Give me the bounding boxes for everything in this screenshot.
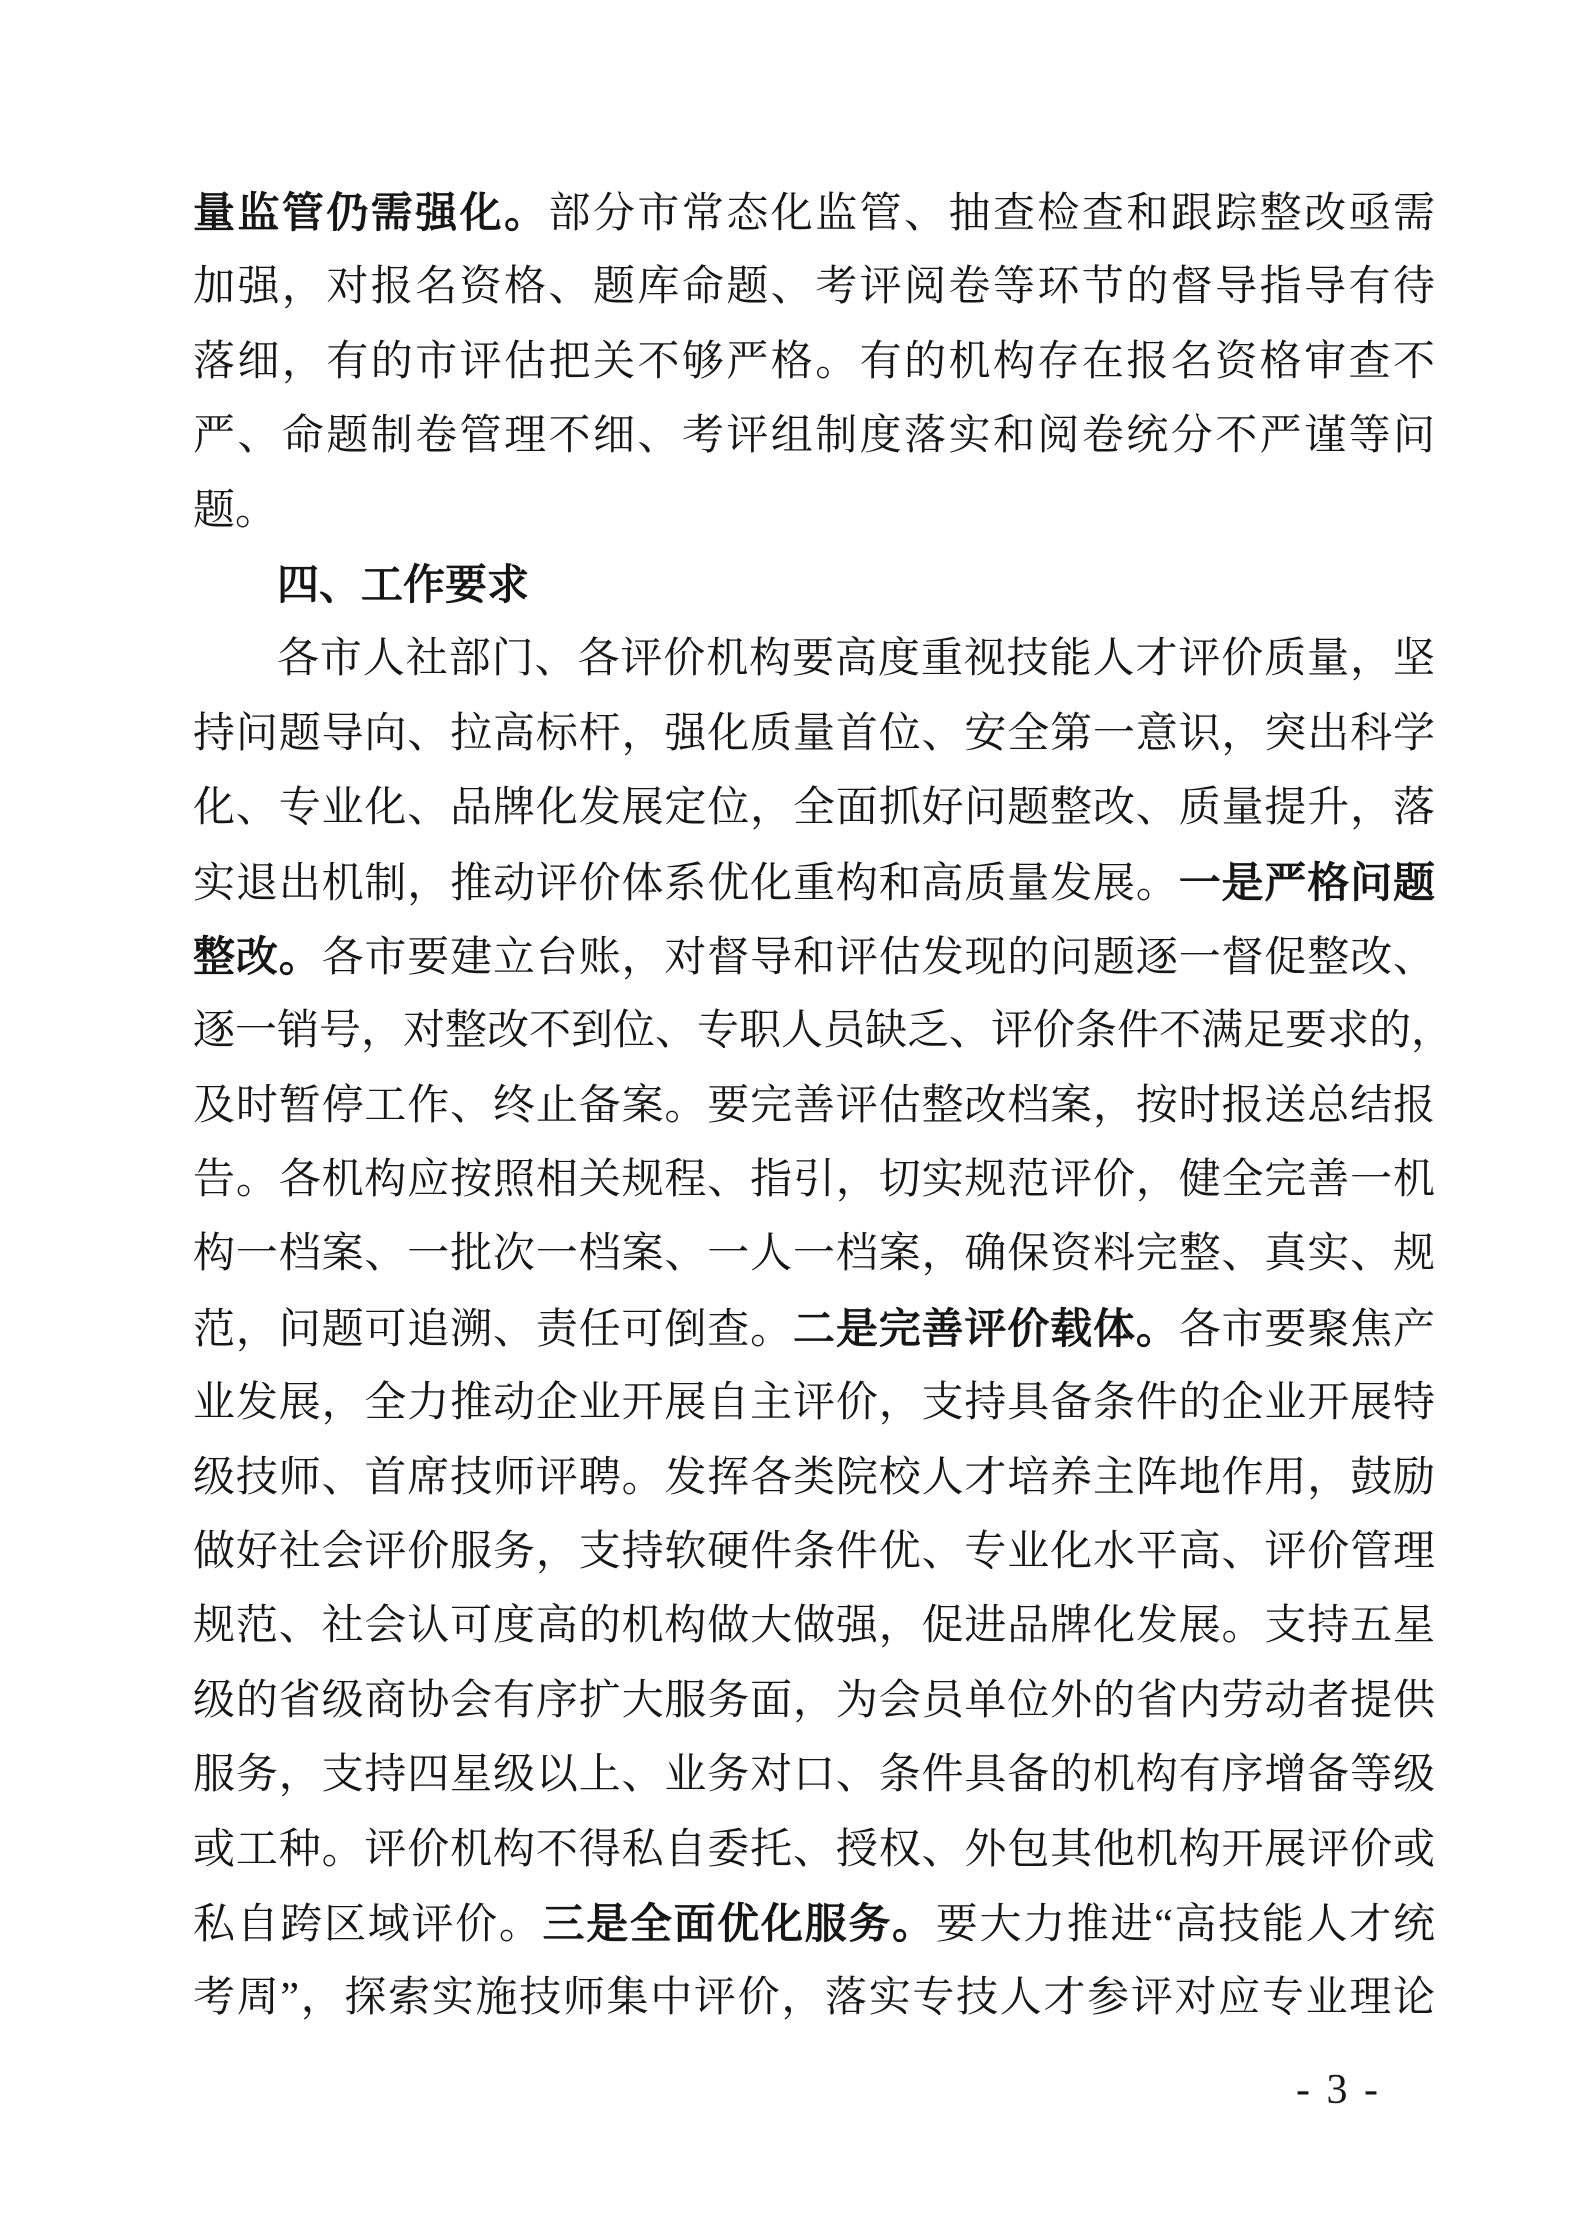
- text-line: [193, 697, 1435, 771]
- text-run: 各市要聚焦产: [1178, 1306, 1435, 1353]
- text-line: [193, 994, 1454, 1068]
- text-run: 考周”，探索实施技师集中评价，落实专技人才参评对应专业理论: [193, 1975, 1435, 2022]
- text-run: 部分市常态化监管、抽查检查和跟踪整改亟需: [548, 191, 1435, 237]
- text-line: [193, 1887, 1435, 1961]
- text-line: [193, 1292, 1435, 1366]
- bold-text-run: 二是完善评价载体。: [792, 1304, 1179, 1352]
- text-run: 级的省级商协会有序扩大服务面，为会员单位外的省内劳动者提供: [193, 1677, 1435, 1724]
- bold-text-run: 量监管仍需强化。: [193, 189, 549, 236]
- text-run: 题。: [193, 487, 278, 534]
- text-run: 落细，有的市评估把关不够严格。有的机构存在报名资格审查不: [193, 338, 1435, 385]
- document-body: [193, 176, 1454, 2036]
- text-line: [193, 250, 1435, 324]
- text-run: 各市要建立台账，对督导和评估发现的问题逐一督促整改、: [321, 934, 1435, 981]
- text-line: [193, 1069, 1435, 1143]
- text-run: 持问题导向、拉高标杆，强化质量首位、安全第一意识，突出科学: [193, 710, 1435, 757]
- text-line: [193, 176, 1435, 250]
- text-run: 或工种。评价机构不得私自委托、授权、外包其他机构开展评价或: [193, 1826, 1435, 1873]
- text-run: 及时暂停工作、终止备案。要完善评估整改档案，按时报送总结报: [193, 1082, 1435, 1129]
- page-number: - 3 -: [1296, 2067, 1381, 2113]
- text-line: [193, 325, 1435, 399]
- text-line: [193, 1143, 1435, 1217]
- text-line: [193, 1961, 1435, 2035]
- text-line: [193, 1217, 1435, 1291]
- bold-text-run: 四、工作要求: [277, 560, 530, 608]
- text-line: [193, 1441, 1435, 1515]
- text-run: 要大力推进“高技能人才统: [935, 1901, 1435, 1948]
- text-run: 范，问题可追溯、责任可倒查。: [193, 1306, 793, 1353]
- text-run: 告。各机构应按照相关规程、指引，切实规范评价，健全完善一机: [193, 1157, 1435, 1204]
- text-run: 各市人社部门、各评价机构要高度重视技能人才评价质量，坚: [277, 636, 1435, 683]
- text-line: [193, 1738, 1435, 1812]
- text-line: [193, 920, 1435, 994]
- text-run: 构一档案、一批次一档案、一人一档案，确保资料完整、真实、规: [193, 1231, 1435, 1278]
- text-run: 私自跨区域评价。: [193, 1901, 543, 1948]
- text-line: [193, 1664, 1435, 1738]
- text-run: 业发展，全力推动企业开展自主评价，支持具备条件的企业开展特: [193, 1380, 1435, 1427]
- text-run: 严、命题制卷管理不细、考评组制度落实和阅卷统分不严谨等问: [193, 413, 1435, 460]
- text-line: [193, 622, 1435, 696]
- text-line: [193, 1515, 1435, 1589]
- text-run: 加强，对报名资格、题库命题、考评阅卷等环节的督导指导有待: [193, 264, 1435, 311]
- text-run: 实退出机制，推动评价体系优化重构和高质量发展。: [193, 860, 1179, 907]
- bold-text-run: 三是全面优化服务。: [542, 1899, 936, 1947]
- bold-text-run: 整改。: [193, 932, 322, 980]
- text-line: [193, 399, 1435, 473]
- text-line: [193, 474, 1435, 548]
- text-line: [193, 1366, 1435, 1440]
- bold-text-run: 一是严格问题: [1178, 858, 1435, 906]
- text-run: 级技师、首席技师评聘。发挥各类院校人才培养主阵地作用，鼓励: [193, 1454, 1435, 1501]
- text-run: 做好社会评价服务，支持软硬件条件优、专业化水平高、评价管理: [193, 1529, 1435, 1576]
- text-run: 逐一销号，对整改不到位、专职人员缺乏、评价条件不满足要求的，: [193, 1008, 1454, 1055]
- text-line: [193, 771, 1435, 845]
- text-line: [193, 1813, 1435, 1887]
- text-run: 化、专业化、品牌化发展定位，全面抓好问题整改、质量提升，落: [193, 785, 1435, 832]
- text-line: [193, 846, 1435, 920]
- text-run: 规范、社会认可度高的机构做大做强，促进品牌化发展。支持五星: [193, 1603, 1435, 1650]
- text-line: [193, 1589, 1435, 1663]
- text-run: 服务，支持四星级以上、业务对口、条件具备的机构有序增备等级: [193, 1752, 1435, 1799]
- section-heading: [193, 548, 1435, 622]
